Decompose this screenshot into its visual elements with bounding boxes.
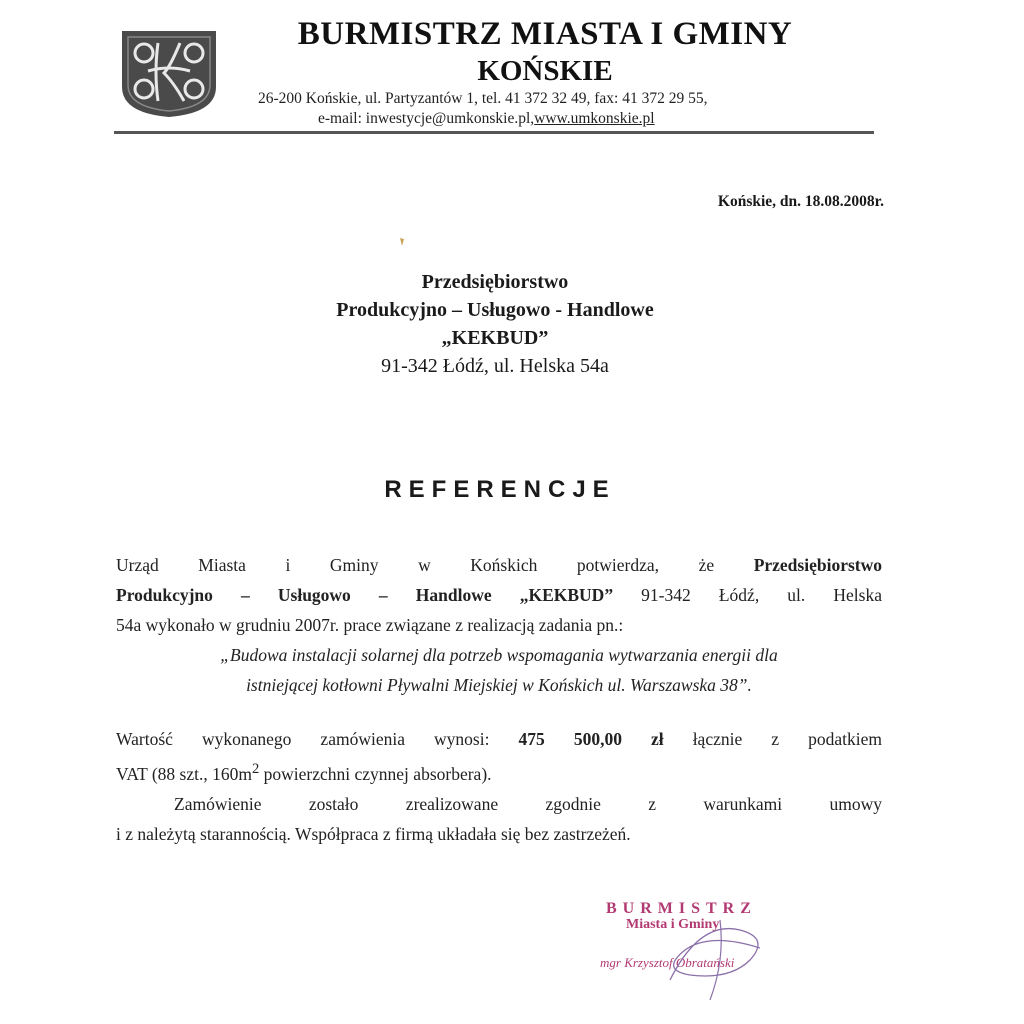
body-text: VAT (88 szt., 160m (116, 763, 252, 784)
body-line-3: 54a wykonało w grudniu 2007r. prace związane z realizacją zadania pn.: (116, 615, 624, 635)
body-line-1 (116, 550, 882, 580)
addressee-line-2: Produkcyjno – Usługowo - Handlowe (336, 299, 654, 321)
stamp-signatory: mgr Krzysztof Obratański (600, 955, 735, 970)
letterhead-contact (318, 110, 838, 128)
body-text: Wartość wykonanego zamówienia wynosi: (116, 729, 519, 749)
signature-icon (630, 900, 810, 1010)
addressee-line-1: Przedsiębiorstwo (421, 271, 569, 293)
body-text: powierzchni czynnej absorbera). (259, 763, 492, 784)
letterhead-city: KOŃSKIE (477, 55, 613, 87)
company-name-part: Produkcyjno – Usługowo – Handlowe „KEKBUD” (116, 585, 614, 605)
stamp-subtitle: Miasta i Gminy (626, 917, 720, 932)
letterhead-email[interactable]: e-mail: inwestycje@umkonskie.pl, (318, 110, 535, 127)
paper-speck (398, 234, 406, 244)
letterhead-address: 26-200 Końskie, ul. Partyzantów 1, tel. 41 372 32 49, fax: 41 372 29 55, (258, 90, 708, 107)
crest-icon (118, 27, 220, 119)
handwritten-signature (630, 900, 810, 1010)
company-name-part: Przedsiębiorstwo (753, 555, 882, 575)
document-title: REFERENCJE (384, 476, 616, 503)
body-text: 91-342 Łódź, ul. Helska (613, 585, 882, 605)
stamp-title: BURMISTRZ (606, 900, 757, 917)
body-line-vat (116, 754, 882, 789)
addressee-block (180, 268, 810, 380)
body-line-closing-1: Zamówienie zostało zrealizowane zgodnie z warunkami umowy (174, 793, 882, 814)
letter-body (116, 550, 882, 849)
body-line-2 (116, 580, 882, 610)
body-line-closing-2: i z należytą starannością. Współpraca z firmą układała się bez zastrzeżeń. (116, 823, 631, 844)
body-line-value (116, 724, 882, 754)
addressee-line-3: „KEKBUD” (441, 327, 549, 349)
task-quote-line-2: istniejącej kotłowni Pływalni Miejskiej w Końskich ul. Warszawska 38”. (246, 675, 752, 695)
header-divider (114, 131, 874, 134)
superscript: 2 (251, 761, 260, 777)
crest-emblem (118, 27, 220, 119)
addressee-line-4: 91-342 Łódź, ul. Helska 54a (381, 355, 609, 377)
order-value: 475 500,00 zł (518, 729, 664, 749)
body-text: Urząd Miasta i Gminy w Końskich potwierdza, że (116, 555, 754, 575)
task-quote-line-1: „Budowa instalacji solarnej dla potrzeb wspomagania wytwarzania energii dla (220, 645, 778, 665)
letterhead-website[interactable]: www.umkonskie.pl (534, 110, 655, 127)
letter-date: Końskie, dn. 18.08.2008r. (717, 193, 884, 210)
body-text: łącznie z podatkiem (663, 729, 882, 749)
letterhead-title: BURMISTRZ MIASTA I GMINY (297, 16, 793, 52)
